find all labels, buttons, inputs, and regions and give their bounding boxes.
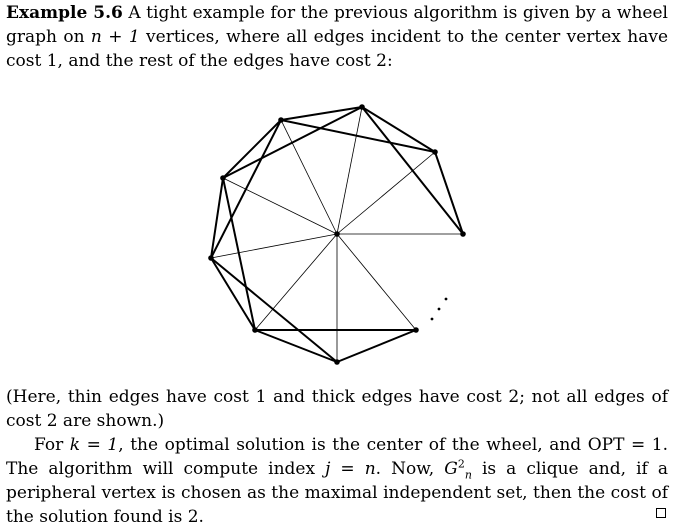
peripheral-vertex bbox=[208, 255, 214, 261]
math-k-eq: k = 1 bbox=[69, 435, 119, 455]
peripheral-vertex bbox=[252, 327, 258, 333]
math-j-eq: j = n bbox=[325, 459, 376, 479]
chord-edge bbox=[223, 107, 362, 178]
math-n-plus-1: n + 1 bbox=[90, 27, 140, 47]
body-text-4: is a clique and, if a peripheral vertex is chosen as the maximal independent set, then the cost of the solution found is 2. bbox=[6, 459, 668, 527]
spoke-edge bbox=[223, 178, 337, 234]
peripheral-vertex bbox=[278, 117, 284, 123]
rim-edge bbox=[281, 107, 362, 120]
spoke-edge bbox=[255, 234, 337, 330]
peripheral-vertex bbox=[359, 104, 365, 110]
body-text-3: . Now, bbox=[375, 459, 445, 479]
chord-edge bbox=[211, 120, 281, 258]
math-g-sub: n bbox=[464, 468, 472, 482]
example-text-1: A tight example for the previous algorithm is given by a wheel graph on bbox=[6, 3, 668, 47]
body-text-2: , the optimal solution is the center of the wheel, and OPT = 1. The algorithm will compute index bbox=[6, 435, 668, 479]
rim-edge bbox=[211, 258, 255, 330]
rim-edge bbox=[337, 330, 416, 362]
peripheral-vertex bbox=[432, 149, 438, 155]
ellipsis-dots bbox=[431, 298, 448, 321]
spoke-edge bbox=[337, 152, 435, 234]
math-g-base: G bbox=[444, 459, 458, 479]
rim-edge bbox=[255, 330, 337, 362]
rim-edge bbox=[435, 152, 463, 234]
figure-caption: (Here, thin edges have cost 1 and thick edges have cost 2; not all edges of cost 2 are shown.) bbox=[6, 387, 668, 431]
rim-edge bbox=[362, 107, 435, 152]
peripheral-vertex bbox=[460, 231, 466, 237]
math-g-sup: 2 bbox=[457, 457, 465, 471]
spoke-edge bbox=[211, 234, 337, 258]
thick-edges bbox=[211, 107, 463, 362]
spoke-edge bbox=[281, 120, 337, 234]
example-paragraph bbox=[6, 1, 668, 73]
spoke-edge bbox=[337, 107, 362, 234]
thin-edges bbox=[211, 107, 463, 362]
spoke-edge bbox=[337, 234, 416, 330]
qed-box-icon bbox=[656, 508, 666, 518]
chord-edge bbox=[223, 178, 255, 330]
body-text-1: For bbox=[34, 435, 70, 455]
vertices bbox=[208, 104, 466, 365]
chord-edge bbox=[281, 120, 435, 152]
rim-edge bbox=[223, 120, 281, 178]
peripheral-vertex bbox=[334, 359, 340, 365]
example-text-2: vertices, where all edges incident to the center vertex have cost 1, and the rest of the edges have cost 2: bbox=[6, 27, 669, 71]
chord-edge bbox=[362, 107, 463, 234]
peripheral-vertex bbox=[413, 327, 419, 333]
rim-edge bbox=[211, 178, 223, 258]
body-paragraph bbox=[6, 433, 668, 529]
peripheral-vertex bbox=[220, 175, 226, 181]
chord-edge bbox=[211, 258, 337, 362]
center-vertex bbox=[334, 231, 340, 237]
example-label: Example 5.6 bbox=[6, 3, 123, 23]
